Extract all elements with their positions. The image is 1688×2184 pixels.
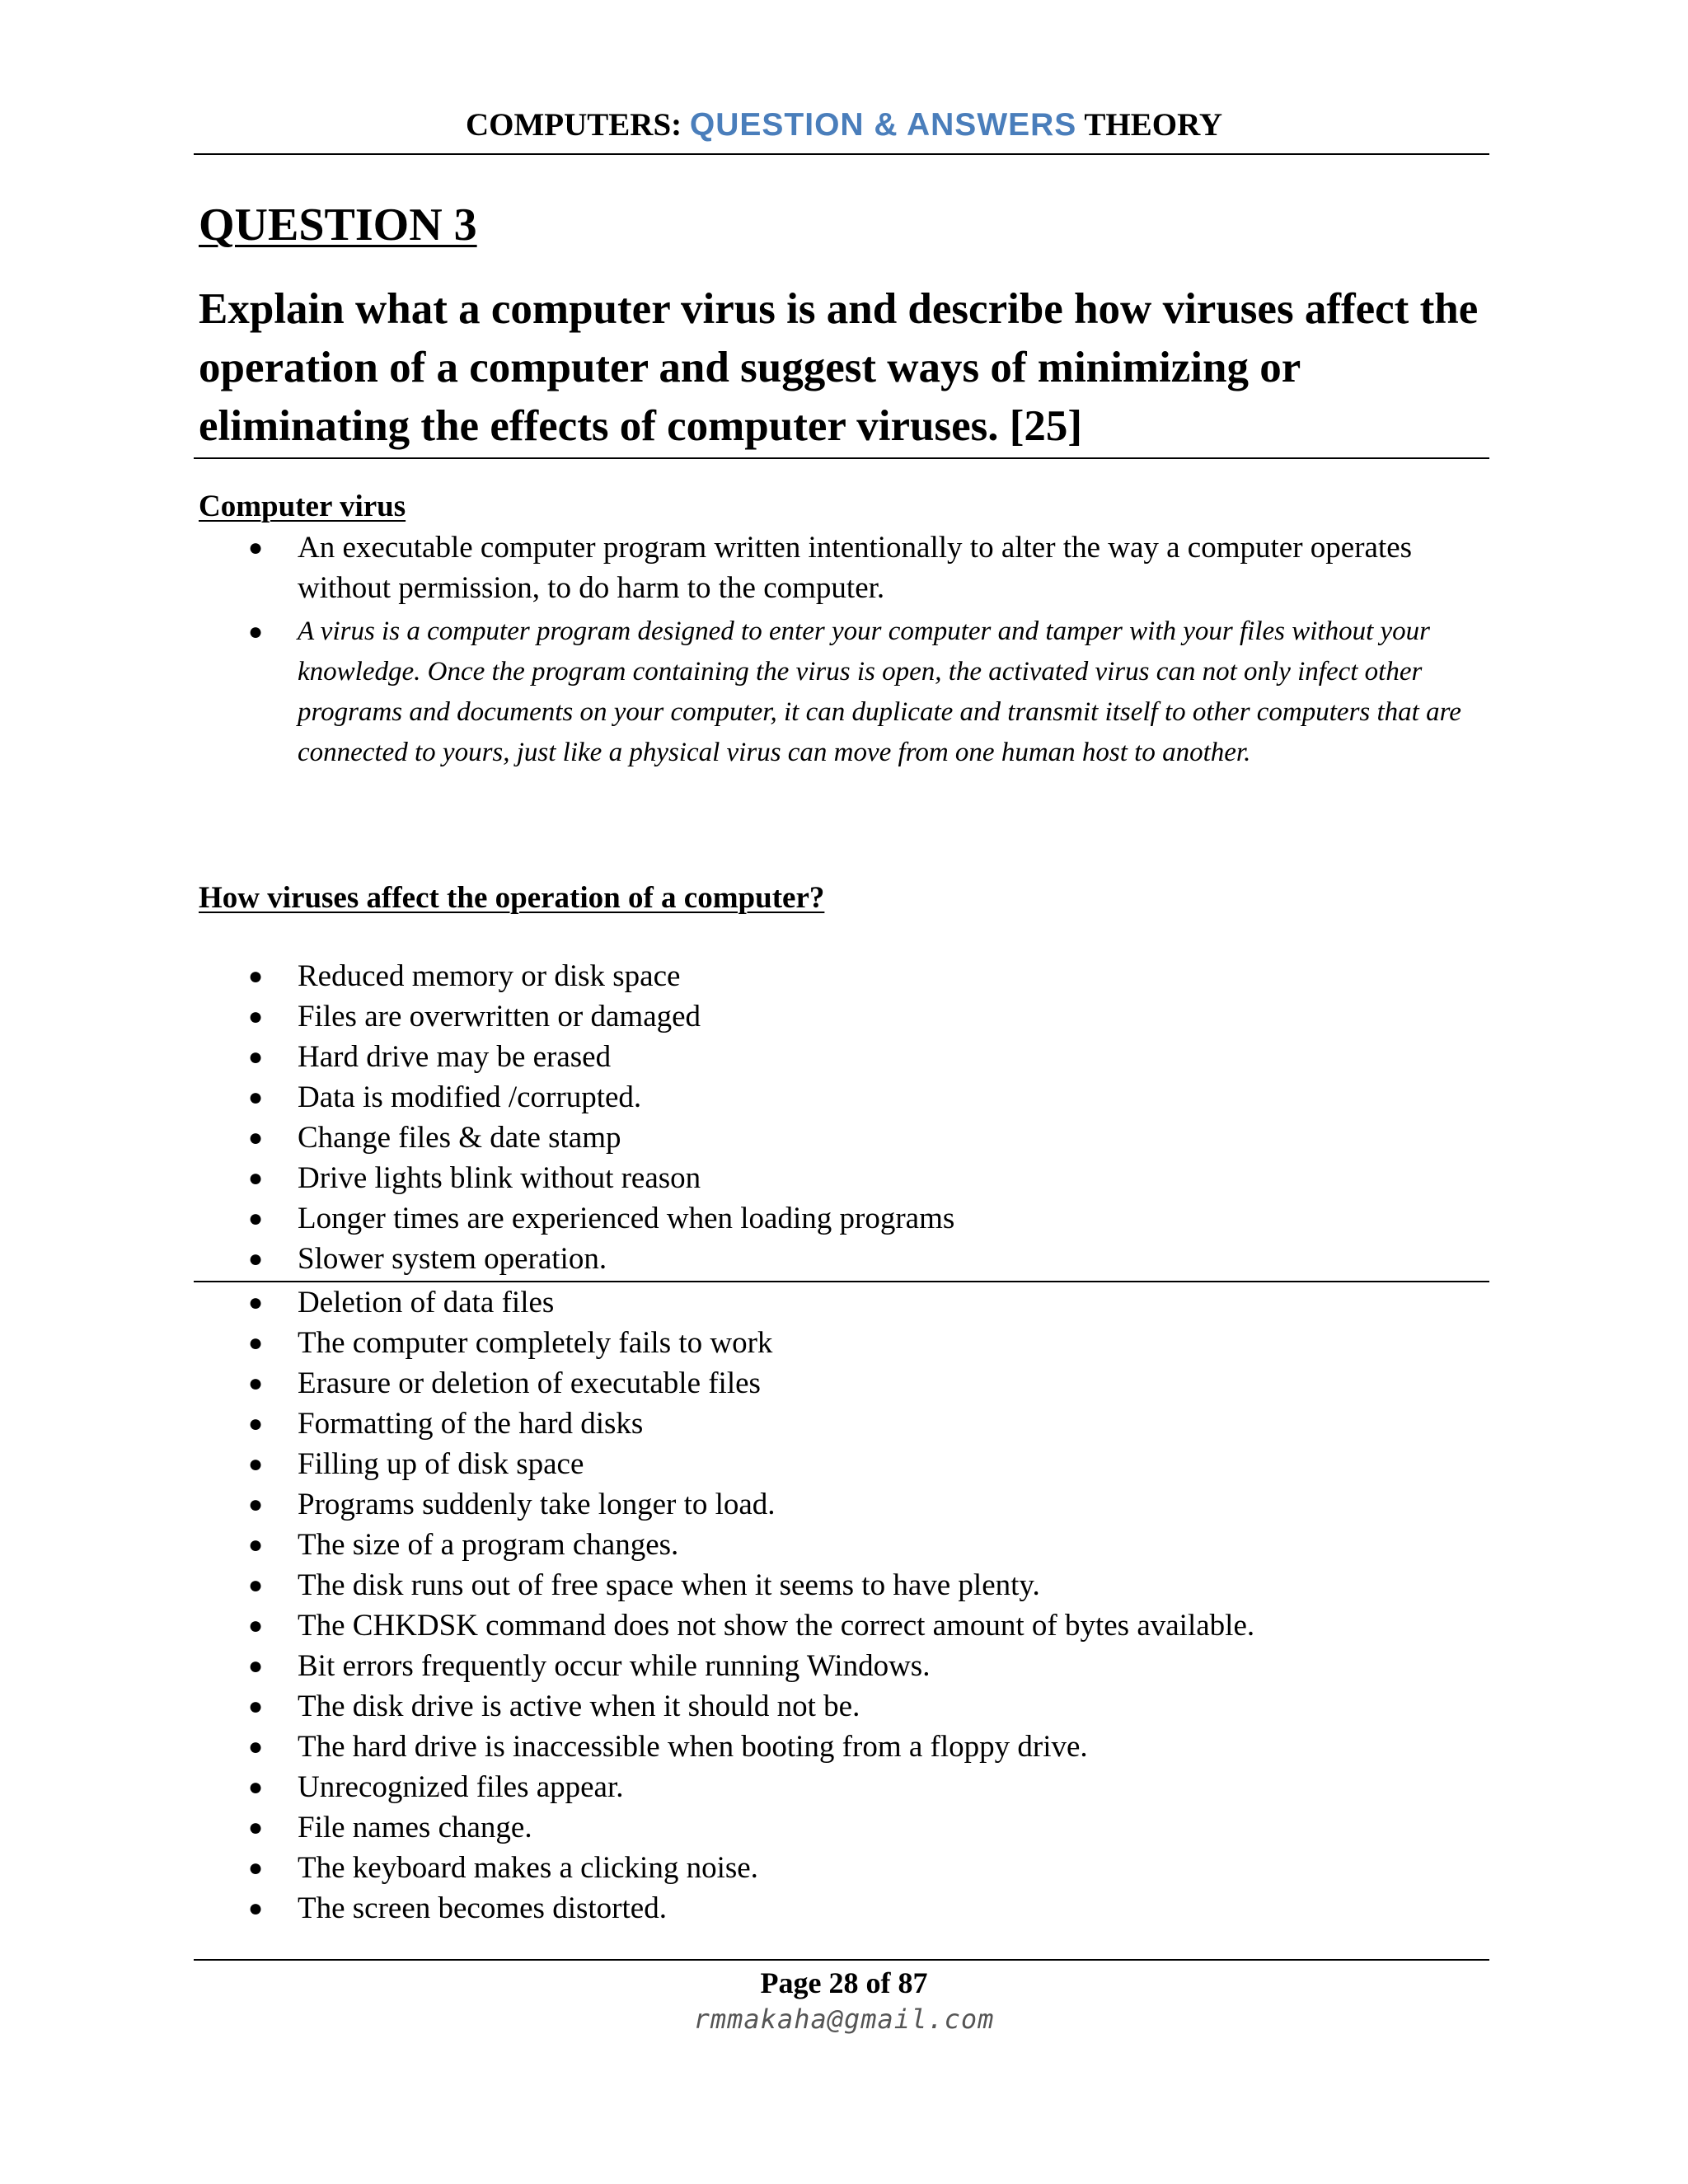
bullet-icon: ● — [248, 1693, 264, 1720]
bullet-icon: ● — [248, 1531, 264, 1558]
list-item-text: Unrecognized files appear. — [298, 1770, 624, 1804]
list-item — [0, 1118, 954, 1158]
list-item — [0, 1282, 1254, 1323]
list-item — [0, 1239, 954, 1279]
bullet-icon: ● — [248, 1124, 264, 1151]
list-item-text: The keyboard makes a clicking noise. — [298, 1851, 758, 1885]
effects-list-group2 — [0, 1282, 1254, 1929]
list-item — [0, 1767, 1254, 1807]
definition-heading: Computer virus — [199, 490, 406, 523]
list-item-text: Files are overwritten or damaged — [298, 1000, 701, 1033]
bullet-icon: ● — [248, 1652, 264, 1680]
list-item — [0, 1848, 1254, 1888]
list-item — [0, 1727, 1254, 1767]
list-item — [0, 1484, 1254, 1525]
footer-rule — [194, 1959, 1489, 1961]
list-item — [0, 1444, 1254, 1484]
bullet-icon: ● — [248, 1370, 264, 1397]
question-text: Explain what a computer virus is and describe how viruses affect the operation of a computer and suggest ways of minimizing or eliminating the effects of computer viruses. [25] — [199, 285, 1479, 450]
list-item-text: The CHKDSK command does not show the correct amount of bytes available. — [298, 1609, 1255, 1643]
list-item — [0, 1686, 1254, 1727]
list-item — [0, 996, 954, 1037]
list-item-text: Formatting of the hard disks — [298, 1407, 644, 1441]
list-item-text: Slower system operation. — [298, 1242, 607, 1276]
list-item-text: Deletion of data files — [298, 1286, 555, 1319]
list-item-text: The size of a program changes. — [298, 1528, 679, 1562]
list-item-text: Erasure or deletion of executable files — [298, 1366, 761, 1400]
bullet-icon: ● — [248, 1854, 264, 1882]
list-item — [0, 527, 1484, 608]
list-item — [0, 1158, 954, 1198]
bullet-icon: ● — [248, 963, 264, 990]
bullet-icon: ● — [248, 1329, 264, 1357]
bullet-icon: ● — [248, 1043, 264, 1071]
list-item-text: The disk runs out of free space when it seems to have plenty. — [298, 1568, 1040, 1602]
bullet-icon: ● — [248, 1572, 264, 1599]
effects-list-group1 — [0, 956, 954, 1279]
footer-email: rmmakaha@gmail.com — [693, 2004, 995, 2035]
list-item — [0, 956, 954, 996]
list-item-text: Reduced memory or disk space — [298, 959, 681, 993]
bullet-icon: ● — [248, 1245, 264, 1272]
list-item-text: Hard drive may be erased — [298, 1040, 612, 1074]
list-item — [0, 612, 1484, 773]
header-colon: : — [671, 107, 690, 143]
bullet-icon: ● — [248, 1451, 264, 1478]
list-item-text: Change files & date stamp — [298, 1121, 621, 1155]
definition-list — [0, 527, 1484, 773]
list-item-text: The disk drive is active when it should not be. — [298, 1690, 860, 1723]
list-item-text: File names change. — [298, 1811, 532, 1844]
list-item — [0, 1605, 1254, 1646]
header-rule — [194, 153, 1489, 155]
list-item-text: Programs suddenly take longer to load. — [298, 1488, 776, 1521]
list-item — [0, 1404, 1254, 1444]
bullet-icon: ● — [248, 618, 264, 645]
list-item — [0, 1363, 1254, 1404]
definition-item-1: An executable computer program written intentionally to alter the way a computer operates without permission, to do harm to the computer. — [298, 531, 1413, 605]
list-item-text: Data is modified /corrupted. — [298, 1080, 642, 1114]
list-item-text: The hard drive is inaccessible when booting from a floppy drive. — [298, 1730, 1088, 1764]
list-item — [0, 1646, 1254, 1686]
definition-item-2: A virus is a computer program designed to enter your computer and tamper with your files without your knowledge. Once the program containing the virus is open, the activated virus can not only infect other programs and documents on your computer, it can duplicate and transmit itself to other computers that are connected to yours, just like a physical virus can move from one human host to another. — [298, 616, 1461, 767]
header-part1: COMPUTERS — [465, 107, 672, 143]
list-item-text: The screen becomes distorted. — [298, 1891, 667, 1925]
list-item — [0, 1037, 954, 1077]
list-item — [0, 1807, 1254, 1848]
list-item — [0, 1525, 1254, 1565]
list-item-text: Longer times are experienced when loading programs — [298, 1202, 955, 1235]
bullet-icon: ● — [248, 1289, 264, 1316]
bullet-icon: ● — [248, 534, 264, 561]
page-header — [0, 104, 1688, 147]
list-item — [0, 1077, 954, 1118]
header-part3: THEORY — [1076, 107, 1223, 143]
bullet-icon: ● — [248, 1205, 264, 1232]
bullet-icon: ● — [248, 1003, 264, 1030]
bullet-icon: ● — [248, 1814, 264, 1841]
page-number: Page 28 of 87 — [760, 1966, 928, 1999]
bullet-icon: ● — [248, 1612, 264, 1639]
bullet-icon: ● — [248, 1410, 264, 1437]
bullet-icon: ● — [248, 1774, 264, 1801]
question-title: QUESTION 3 — [199, 199, 477, 251]
list-item-text: Filling up of disk space — [298, 1447, 584, 1481]
list-item — [0, 1323, 1254, 1363]
bullet-icon: ● — [248, 1733, 264, 1760]
list-item-text: Drive lights blink without reason — [298, 1161, 701, 1195]
list-item — [0, 1198, 954, 1239]
list-item-text: Bit errors frequently occur while running Windows. — [298, 1649, 931, 1683]
bullet-icon: ● — [248, 1491, 264, 1518]
question-rule — [194, 457, 1489, 459]
effects-heading: How viruses affect the operation of a computer? — [199, 881, 825, 915]
header-part2: QUESTION & ANSWERS — [689, 107, 1077, 143]
bullet-icon: ● — [248, 1165, 264, 1192]
list-item — [0, 1565, 1254, 1605]
bullet-icon: ● — [248, 1084, 264, 1111]
list-item-text: The computer completely fails to work — [298, 1326, 773, 1360]
bullet-icon: ● — [248, 1895, 264, 1922]
list-item — [0, 1888, 1254, 1929]
